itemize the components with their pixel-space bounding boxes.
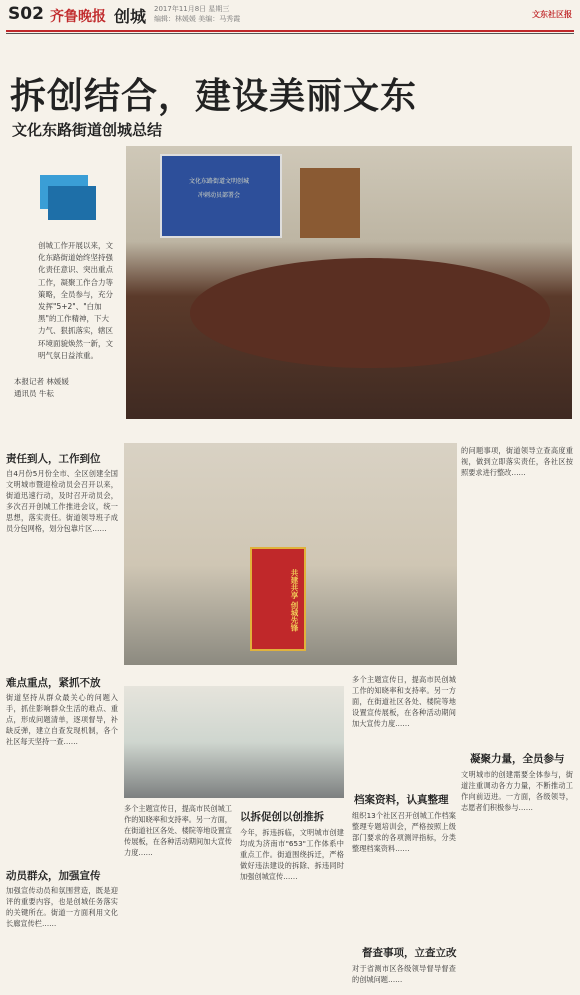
mid-right-column-text: 多个主题宣传日，提高市民创城工作的知晓率和支持率。另一方面，在街道社区各处、楼院等地设置宣传展板，在各种活动期间加大宣传力度…… [352,675,456,728]
section-text-mobilize: 加强宣传动员和氛围营造，既是迎评的重要内容，也是创城任务落实的关键所在。街道一方面利用文化长廊宣传栏…… [6,886,118,928]
editor-credits: 编辑：林媛媛 美编：马秀霞 [154,15,241,23]
page-number: S02 [8,4,44,24]
meeting-screen-text-line2: 冲刺动员部署会 [197,192,240,199]
mid-column-text: 多个主题宣传日，提高市民创城工作的知晓率和支持率。另一方面，在街道社区各处、楼院等地设置宣传展板，在各种活动期间加大宣传力度…… [124,804,232,857]
section-heading-mobilize: 动员群众，加强宣传 [6,870,101,882]
issue-date: 2017年11月8日 星期三 [154,5,230,13]
sub-headline: 文化东路街道创城总结 [12,121,163,139]
section-heading-responsibility: 责任到人，工作到位 [6,453,101,465]
section-heading-demolition: 以拆促创以创推拆 [240,811,324,823]
edition-name: 文东社区报 [532,10,572,19]
section-heading-participation: 凝聚力量，全员参与 [470,753,565,765]
header-rule-thin [6,33,574,34]
meeting-photo-table [190,258,550,368]
section-text-difficulties: 街道坚持从群众最关心的问题入手，抓住影响群众生活的难点、重点，形成问题清单，逐项督导，补缺反弹，建立自查发现机制，各个社区每天坚持一查…… [6,693,118,746]
paper-logo: 齐鲁晚报 [50,9,106,25]
speech-bubble-shadow-icon [48,186,96,220]
header-rule-red [6,30,574,32]
section-text-participation: 文明城市的创建需要全体参与，街道注重调动各方力量，不断推动工作向前迈进。一方面，各级领导，志愿者们积极参与…… [461,770,573,812]
section-text-responsibility: 自4月份5月份全市、全区创建全国文明城市暨迎检动员会召开以来，街道迅速行动，及时召开动员会，多次召开创城工作推进会议，统一思想，落实责任。街道领导班子成员分包网格，划分包靠片区…… [6,469,118,533]
reporter-credit: 本报记者 林媛媛 [14,377,69,386]
correspondent-credit: 通讯员 牛耘 [14,389,54,398]
section-heading-inspection: 督查事项，立查立改 [362,947,457,959]
section-heading-difficulties: 难点重点，紧抓不放 [6,677,101,689]
residents-photo [124,686,344,798]
meeting-screen-text-line1: 文化东路街道文明创城 [188,178,249,185]
section-text-archives: 组织13个社区召开创城工作档案整理专题培训会，严格按照上级部门要求的各项测评指标，分类整理档案资料…… [352,811,456,853]
intro-paragraph: 创城工作开展以来，文化东路街道始终坚持强化责任意识、突出重点工作，凝聚工作合力等策略，全员参与，充分发挥"5+2"、"白加黑"的工作精神，下大力气、狠抓落实，辖区环境面貌焕然一新，文明气氛日益浓重。 [38,241,113,360]
byline [14,376,69,400]
section-name: 创城 [114,7,147,26]
pennant-banner-text: 共建共享 创城先锋 [290,568,299,632]
meeting-photo-door [300,168,360,238]
section-heading-archives: 档案资料，认真整理 [354,794,449,806]
right-column-text: 的问题事项，街道领导立查高度重视，做到立即落实责任，各社区按照要求进行整改…… [461,446,573,477]
main-headline: 拆创结合，建设美丽文东 [10,76,418,117]
section-text-inspection: 对于省测市区各级领导督导督查的创城问题…… [352,964,456,984]
section-text-demolition: 今年，拆违拆临，文明城市创建均成为济南市"653"工作体系中重点工作。街道围绕拆迁，严格做好违法建设的拆除、拆违同时加强创城宣传…… [240,828,344,881]
